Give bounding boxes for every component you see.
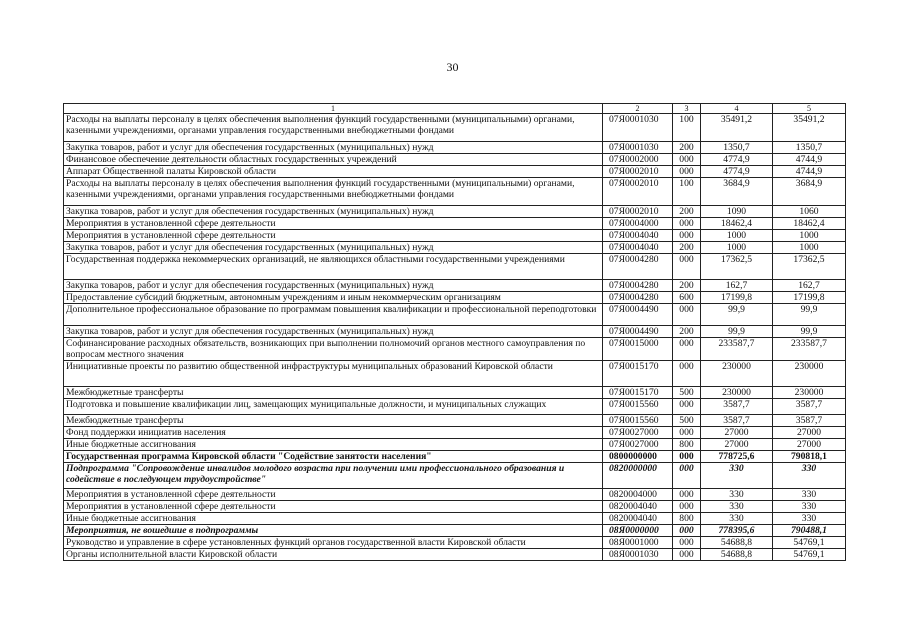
row-code: 07Я0001030 xyxy=(603,142,673,154)
row-value-year-2: 330 xyxy=(773,463,846,489)
row-code: 07Я0004490 xyxy=(603,304,673,326)
row-expense-type: 000 xyxy=(673,254,701,280)
row-code: 07Я0002010 xyxy=(603,206,673,218)
row-name: Закупка товаров, работ и услуг для обеспечения государственных (муниципальных) нужд xyxy=(64,142,603,154)
row-code: 07Я0027000 xyxy=(603,427,673,439)
row-value-year-2: 35491,2 xyxy=(773,114,846,142)
table-row xyxy=(64,537,846,549)
table-row xyxy=(64,399,846,415)
row-value-year-2: 4744,9 xyxy=(773,166,846,178)
row-name: Мероприятия в установленной сфере деятельности xyxy=(64,489,603,501)
row-value-year-2: 99,9 xyxy=(773,304,846,326)
row-name: Мероприятия в установленной сфере деятельности xyxy=(64,218,603,230)
row-value-year-1: 230000 xyxy=(701,361,773,387)
row-name: Аппарат Общественной палаты Кировской области xyxy=(64,166,603,178)
row-value-year-2: 790488,1 xyxy=(773,525,846,537)
row-value-year-1: 330 xyxy=(701,463,773,489)
row-code: 07Я0015560 xyxy=(603,399,673,415)
row-name: Закупка товаров, работ и услуг для обеспечения государственных (муниципальных) нужд xyxy=(64,242,603,254)
row-code: 07Я0004280 xyxy=(603,292,673,304)
row-name: Межбюджетные трансферты xyxy=(64,387,603,399)
row-value-year-1: 3587,7 xyxy=(701,399,773,415)
row-expense-type: 200 xyxy=(673,242,701,254)
table-header-row xyxy=(64,104,846,114)
row-code: 07Я0002010 xyxy=(603,178,673,206)
table-row xyxy=(64,114,846,142)
row-code: 07Я0001030 xyxy=(603,114,673,142)
row-code: 0820004000 xyxy=(603,489,673,501)
row-expense-type: 000 xyxy=(673,166,701,178)
row-value-year-2: 1000 xyxy=(773,230,846,242)
row-value-year-1: 35491,2 xyxy=(701,114,773,142)
row-expense-type: 200 xyxy=(673,280,701,292)
budget-table-body xyxy=(64,104,846,561)
table-row xyxy=(64,501,846,513)
row-value-year-1: 1090 xyxy=(701,206,773,218)
table-row xyxy=(64,387,846,399)
row-code: 0820000000 xyxy=(603,463,673,489)
row-value-year-1: 99,9 xyxy=(701,304,773,326)
row-name: Закупка товаров, работ и услуг для обеспечения государственных (муниципальных) нужд xyxy=(64,206,603,218)
row-value-year-2: 54769,1 xyxy=(773,549,846,561)
table-row xyxy=(64,178,846,206)
row-value-year-1: 230000 xyxy=(701,387,773,399)
table-row xyxy=(64,525,846,537)
row-value-year-1: 1000 xyxy=(701,230,773,242)
header-col-3: 3 xyxy=(673,104,701,114)
row-name: Государственная поддержка некоммерческих организаций, не являющихся областными государственными учреждениями xyxy=(64,254,603,280)
row-value-year-1: 99,9 xyxy=(701,326,773,338)
row-code: 07Я0004280 xyxy=(603,280,673,292)
header-col-4: 4 xyxy=(701,104,773,114)
row-expense-type: 000 xyxy=(673,338,701,361)
row-name: Государственная программа Кировской области "Содействие занятости населения" xyxy=(64,451,603,463)
row-name: Расходы на выплаты персоналу в целях обеспечения выполнения функций государственными (муниципальными) органами, казенными учреждениями, органами управления государственными внебюджетными фондами xyxy=(64,178,603,206)
row-value-year-1: 1350,7 xyxy=(701,142,773,154)
row-value-year-2: 330 xyxy=(773,513,846,525)
row-name: Дополнительное профессиональное образование по программам повышения квалификации и профессиональной переподготовки xyxy=(64,304,603,326)
row-expense-type: 100 xyxy=(673,114,701,142)
table-row xyxy=(64,166,846,178)
header-col-2: 2 xyxy=(603,104,673,114)
row-expense-type: 000 xyxy=(673,218,701,230)
row-value-year-2: 4744,9 xyxy=(773,154,846,166)
row-value-year-1: 27000 xyxy=(701,427,773,439)
row-code: 0800000000 xyxy=(603,451,673,463)
row-value-year-2: 3587,7 xyxy=(773,399,846,415)
row-name: Софинансирование расходных обязательств, возникающих при выполнении полномочий органов местного самоуправления по вопросам местного значения xyxy=(64,338,603,361)
row-value-year-2: 1000 xyxy=(773,242,846,254)
row-expense-type: 500 xyxy=(673,415,701,427)
row-name: Мероприятия в установленной сфере деятельности xyxy=(64,230,603,242)
row-expense-type: 000 xyxy=(673,537,701,549)
row-name: Межбюджетные трансферты xyxy=(64,415,603,427)
row-code: 08Я0001030 xyxy=(603,549,673,561)
table-row xyxy=(64,230,846,242)
row-code: 07Я0015170 xyxy=(603,387,673,399)
row-value-year-2: 17199,8 xyxy=(773,292,846,304)
table-row xyxy=(64,218,846,230)
row-expense-type: 000 xyxy=(673,361,701,387)
row-code: 0820004040 xyxy=(603,501,673,513)
row-code: 07Я0004490 xyxy=(603,326,673,338)
row-name: Фонд поддержки инициатив населения xyxy=(64,427,603,439)
row-value-year-1: 27000 xyxy=(701,439,773,451)
table-row xyxy=(64,489,846,501)
row-value-year-1: 3684,9 xyxy=(701,178,773,206)
row-name: Руководство и управление в сфере установленных функций органов государственной власти Кировской области xyxy=(64,537,603,549)
table-row xyxy=(64,361,846,387)
table-row xyxy=(64,206,846,218)
row-code: 07Я0004000 xyxy=(603,218,673,230)
budget-table xyxy=(63,103,846,561)
row-name: Инициативные проекты по развитию общественной инфраструктуры муниципальных образований Кировской области xyxy=(64,361,603,387)
table-row xyxy=(64,415,846,427)
row-expense-type: 000 xyxy=(673,463,701,489)
row-value-year-1: 330 xyxy=(701,513,773,525)
row-value-year-2: 3587,7 xyxy=(773,415,846,427)
row-name: Закупка товаров, работ и услуг для обеспечения государственных (муниципальных) нужд xyxy=(64,280,603,292)
row-value-year-2: 1060 xyxy=(773,206,846,218)
row-code: 07Я0015560 xyxy=(603,415,673,427)
row-value-year-1: 233587,7 xyxy=(701,338,773,361)
row-value-year-1: 330 xyxy=(701,489,773,501)
row-value-year-2: 233587,7 xyxy=(773,338,846,361)
row-name: Закупка товаров, работ и услуг для обеспечения государственных (муниципальных) нужд xyxy=(64,326,603,338)
row-expense-type: 000 xyxy=(673,489,701,501)
row-value-year-1: 54688,8 xyxy=(701,549,773,561)
table-row xyxy=(64,292,846,304)
row-value-year-1: 330 xyxy=(701,501,773,513)
row-name: Иные бюджетные ассигнования xyxy=(64,513,603,525)
row-value-year-2: 330 xyxy=(773,489,846,501)
row-expense-type: 200 xyxy=(673,206,701,218)
row-expense-type: 200 xyxy=(673,142,701,154)
table-row xyxy=(64,338,846,361)
row-value-year-2: 18462,4 xyxy=(773,218,846,230)
row-name: Расходы на выплаты персоналу в целях обеспечения выполнения функций государственными (муниципальными) органами, казенными учреждениями, органами управления государственными внебюджетными фондами xyxy=(64,114,603,142)
row-code: 07Я0015170 xyxy=(603,361,673,387)
table-row xyxy=(64,451,846,463)
page-number: 30 xyxy=(446,60,459,74)
row-expense-type: 000 xyxy=(673,427,701,439)
row-code: 07Я0004280 xyxy=(603,254,673,280)
table-row xyxy=(64,326,846,338)
row-value-year-1: 3587,7 xyxy=(701,415,773,427)
row-expense-type: 000 xyxy=(673,525,701,537)
row-value-year-1: 778395,6 xyxy=(701,525,773,537)
row-expense-type: 000 xyxy=(673,304,701,326)
header-col-5: 5 xyxy=(773,104,846,114)
row-value-year-2: 790818,1 xyxy=(773,451,846,463)
row-name: Предоставление субсидий бюджетным, автономным учреждениям и иным некоммерческим организациям xyxy=(64,292,603,304)
table-row xyxy=(64,439,846,451)
row-expense-type: 000 xyxy=(673,451,701,463)
row-value-year-2: 162,7 xyxy=(773,280,846,292)
row-code: 07Я0027000 xyxy=(603,439,673,451)
row-name: Мероприятия в установленной сфере деятельности xyxy=(64,501,603,513)
row-value-year-2: 330 xyxy=(773,501,846,513)
table-row xyxy=(64,154,846,166)
row-code: 08Я0001000 xyxy=(603,537,673,549)
row-value-year-2: 54769,1 xyxy=(773,537,846,549)
row-expense-type: 000 xyxy=(673,154,701,166)
row-expense-type: 000 xyxy=(673,549,701,561)
row-expense-type: 000 xyxy=(673,501,701,513)
row-value-year-2: 230000 xyxy=(773,387,846,399)
row-value-year-2: 1350,7 xyxy=(773,142,846,154)
row-value-year-1: 17199,8 xyxy=(701,292,773,304)
table-row xyxy=(64,427,846,439)
row-code: 07Я0015000 xyxy=(603,338,673,361)
row-name: Мероприятия, не вошедшие в подпрограммы xyxy=(64,525,603,537)
row-value-year-2: 27000 xyxy=(773,427,846,439)
row-expense-type: 100 xyxy=(673,178,701,206)
row-code: 07Я0002010 xyxy=(603,166,673,178)
row-value-year-1: 18462,4 xyxy=(701,218,773,230)
row-code: 08Я0000000 xyxy=(603,525,673,537)
row-value-year-2: 230000 xyxy=(773,361,846,387)
row-name: Подготовка и повышение квалификации лиц, замещающих муниципальные должности, и муниципальных служащих xyxy=(64,399,603,415)
row-value-year-1: 17362,5 xyxy=(701,254,773,280)
row-name: Иные бюджетные ассигнования xyxy=(64,439,603,451)
table-row xyxy=(64,142,846,154)
row-code: 0820004040 xyxy=(603,513,673,525)
table-row xyxy=(64,549,846,561)
table-row xyxy=(64,463,846,489)
row-value-year-1: 4774,9 xyxy=(701,166,773,178)
row-code: 07Я0002000 xyxy=(603,154,673,166)
row-name: Органы исполнительной власти Кировской области xyxy=(64,549,603,561)
row-code: 07Я0004040 xyxy=(603,230,673,242)
row-expense-type: 600 xyxy=(673,292,701,304)
row-expense-type: 800 xyxy=(673,439,701,451)
row-value-year-1: 778725,6 xyxy=(701,451,773,463)
row-expense-type: 000 xyxy=(673,399,701,415)
row-value-year-1: 1000 xyxy=(701,242,773,254)
row-value-year-2: 3684,9 xyxy=(773,178,846,206)
row-value-year-1: 54688,8 xyxy=(701,537,773,549)
row-code: 07Я0004040 xyxy=(603,242,673,254)
table-row xyxy=(64,304,846,326)
header-col-1: 1 xyxy=(64,104,603,114)
row-value-year-1: 162,7 xyxy=(701,280,773,292)
table-row xyxy=(64,280,846,292)
row-name: Подпрограмма "Сопровождение инвалидов молодого возраста при получении ими профессионального образования и содействие в последующем трудоустройстве" xyxy=(64,463,603,489)
row-expense-type: 000 xyxy=(673,230,701,242)
row-value-year-2: 27000 xyxy=(773,439,846,451)
row-value-year-2: 17362,5 xyxy=(773,254,846,280)
row-value-year-1: 4774,9 xyxy=(701,154,773,166)
table-row xyxy=(64,513,846,525)
table-row xyxy=(64,254,846,280)
row-value-year-2: 99,9 xyxy=(773,326,846,338)
table-row xyxy=(64,242,846,254)
row-name: Финансовое обеспечение деятельности областных государственных учреждений xyxy=(64,154,603,166)
row-expense-type: 500 xyxy=(673,387,701,399)
row-expense-type: 800 xyxy=(673,513,701,525)
row-expense-type: 200 xyxy=(673,326,701,338)
